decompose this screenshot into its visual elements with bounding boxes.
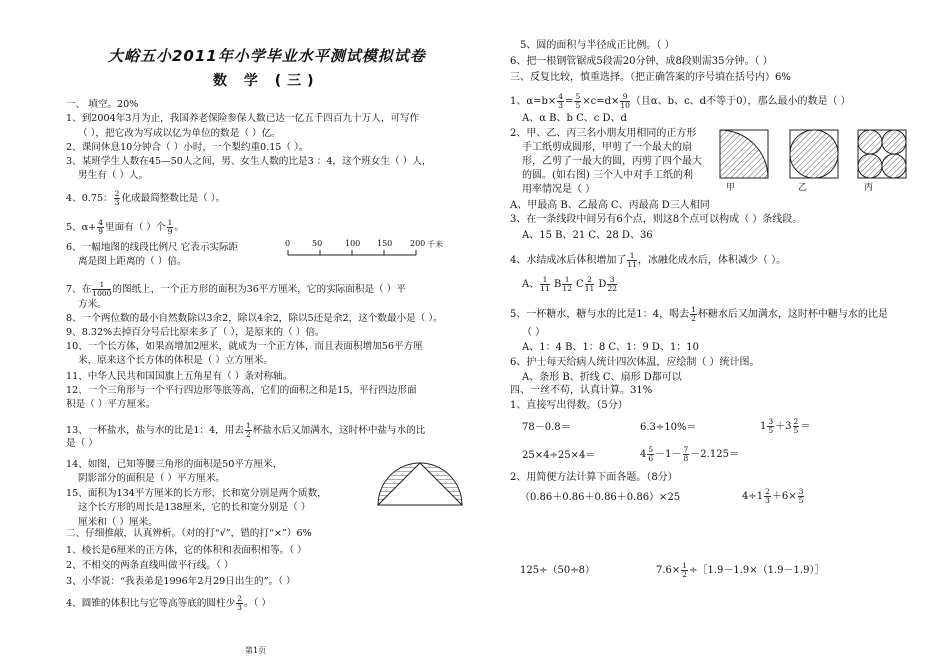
exam-title: 大峪五小2011年小学毕业水平测试模拟试卷 [108, 47, 426, 65]
fraction: $\frac{4}{3}$ [558, 92, 564, 110]
right-line: A、1：4 B、1：8 C、1：9 D、1：10 [522, 342, 700, 353]
semicircle-triangle-figure [374, 455, 466, 511]
left-line: 4、圆锥的体积比与它等高等底的圆柱少 $\frac{2}{3}$ 。（ ） [66, 594, 272, 612]
scale-tick-label: 100 [345, 239, 361, 248]
page-footer: 第1页 [245, 646, 267, 655]
scale-bar [284, 240, 454, 262]
left-line: 1、棱长是6厘米的正方体，它的体积和表面积相等。（ ） [66, 545, 307, 556]
right-line: A、α B、b C、c D、d [522, 113, 627, 124]
left-line: 二、仔细推敲，认真辨析。（对的打“√”，错的打“×”）6% [66, 528, 312, 539]
left-line: 积是（ ）平方厘米。 [66, 399, 156, 410]
fraction: $\frac{1}{2}$ [682, 561, 688, 579]
fraction: $\frac{3}{5}$ [798, 487, 804, 505]
fraction: $\frac{2}{5}$ [793, 417, 799, 435]
fraction: $\frac{1}{11}$ [627, 251, 637, 269]
left-line: 3、小华说：“我表弟是1996年2月29日出生的”。（ ） [66, 576, 296, 587]
left-line: 13、一杯盐水，盐与水的比是1：4，用去 $\frac{1}{2}$ 杯盐水后又加满水，这时杯中盐与水的比 [66, 421, 426, 439]
fraction: $\frac{7}{8}$ [683, 445, 689, 463]
left-line: 厘米和（ ）厘米。 [78, 517, 158, 528]
right-line: 7.6× $\frac{1}{2}$ ÷［1.9－1.9×（1.9－1.9）］ [656, 561, 825, 579]
left-line: （ ），把它改为写成以亿为单位的数是（ ）亿。 [78, 128, 281, 139]
fraction: $\frac{1}{1000}$ [92, 280, 112, 298]
right-line: 形，乙剪了一最大的圆，丙剪了四个最大 [522, 156, 702, 167]
right-line: 125÷（50÷8） [520, 565, 595, 576]
left-line: 一、 填空。20% [66, 99, 139, 110]
right-line: 6、护士每天给病人统计四次体温，应绘制（ ）统计图。 [510, 357, 760, 368]
scale-tick-label: 200 [410, 239, 426, 248]
left-line: 9、8.32%去掉百分号后比原来多了（ ），是原来的（ ）倍。 [66, 327, 325, 338]
left-line: 2、课间休息10分钟合（ ）小时，一个梨约重0.15（ ）。 [66, 142, 309, 153]
right-line: 四、一丝不苟，认真计算。31% [510, 385, 653, 396]
left-line: 米，原来这个长方体的体积是（ ）立方厘米。 [78, 355, 273, 366]
figure-label-yi: 乙 [798, 183, 808, 193]
fraction: $\frac{1}{9}$ [167, 218, 173, 236]
fraction: $\frac{3}{5}$ [768, 417, 774, 435]
fraction: $\frac{1}{12}$ [562, 275, 572, 293]
left-line: 6、一幅地图的线段比例尺 它表示实际距 [66, 242, 239, 253]
fraction: $\frac{9}{10}$ [620, 92, 630, 110]
right-line: A、甲最高 B、乙最高 C、丙最高 D三人相同 [510, 200, 710, 211]
right-line: A、15 B、21 C、28 D、36 [522, 230, 653, 241]
three-squares-figure [718, 128, 908, 198]
exam-subtitle: 数 学 (三) [213, 73, 320, 89]
left-line: 10、一个长方体，如果高增加2厘米，就成为一个正方体，而且表面积增加56平方厘 [66, 341, 423, 352]
left-line: 14、如图，已知等腰三角形的面积是50平方厘米， [66, 459, 283, 470]
right-line: 4÷1 $\frac{2}{3}$ ＋6× $\frac{3}{5}$ [742, 487, 804, 505]
right-line: 1、α=b× $\frac{4}{3}$ = $\frac{5}{5}$ ×c=d× $\frac{9}{10}$ （且α、b、c、d不等于0），那么最小的数是（ ） [510, 92, 851, 110]
left-line: 3、某班学生人数在45—50人之间，男、女生人数的比是3 ：4，这个班女生（ ）人， [66, 156, 432, 167]
left-line: 5、α+ $\frac{4}{9}$ 里面有（ ）个 $\frac{1}{9}$ 。 [66, 218, 184, 236]
figure-label-bing: 丙 [864, 183, 874, 193]
left-line: 15、面积为134平方厘米的长方形，长和宽分别是两个质数， [66, 488, 327, 499]
right-line: 2、甲、乙、丙三名小朋友用相同的正方形 [510, 128, 697, 139]
fraction: $\frac{1}{2}$ [691, 305, 696, 323]
fraction: $\frac{2}{3}$ [114, 189, 120, 207]
left-line: 4、0.75： $\frac{2}{3}$ 化成最简整数比是（ ）。 [66, 189, 226, 207]
left-line: 离是图上距离的（ ）倍。 [78, 256, 187, 267]
fraction: $\frac{5}{5}$ [575, 92, 581, 110]
left-line: 11、中华人民共和国国旗上五角星有（ ）条对称轴。 [66, 371, 293, 382]
right-line: 手工纸剪成圆形，甲剪了一个最大的扇 [522, 142, 692, 153]
scale-tick-label: 0 [285, 239, 291, 248]
right-line: A、 $\frac{1}{11}$ B $\frac{1}{12}$ C $\frac{2}{11}$ D $\frac{3}{22}$ [522, 275, 617, 293]
right-line: 三、反复比较，慎重选择。（把正确答案的序号填在括号内）6% [510, 72, 791, 83]
right-line: （ ） [522, 327, 546, 338]
right-line: 3、在一条线段中间另有6个点，则这8个点可以构成（ ）条线段。 [510, 214, 803, 225]
left-line: 方米。 [78, 299, 107, 310]
fraction: $\frac{4}{9}$ [98, 218, 103, 236]
left-line: 2、不相交的两条直线叫做平行线。（ ） [66, 560, 234, 571]
figure-label-jia: 甲 [726, 183, 736, 193]
right-line: 5、圆的面积与半径成正比例。（ ） [520, 40, 675, 51]
right-line: 6.3÷10%＝ [640, 422, 697, 433]
right-line: 78－0.8＝ [522, 422, 571, 433]
fraction: $\frac{3}{22}$ [607, 275, 617, 293]
right-line: 2、用简便方法计算下面各题。（8分） [510, 472, 678, 483]
left-line: 7、在 $\frac{1}{1000}$ 的图纸上，一个正方形的面积为36平方厘米，它的实际面积是（ ）平 [66, 280, 406, 298]
left-line: 8、一个两位数的最小自然数除以3余2，除以4余2，除以5还是余2，这个数最小是（ ）。 [66, 313, 443, 324]
right-line: 的圆。(如右图) 三个人中对手工纸的利 [522, 170, 693, 181]
left-line: 这个长方形的周长是138厘米，它的长和宽分别是（ ） [78, 502, 311, 513]
fraction: $\frac{2}{3}$ [237, 594, 242, 612]
left-line: 12、一个三角形与一个平行四边形等底等高，它们的面积之和是15，平行四边形面 [66, 385, 417, 396]
right-line: 1、直接写出得数。（5分） [510, 400, 628, 411]
fraction: $\frac{1}{2}$ [245, 421, 251, 439]
right-line: 4、水结成冰后体积增加了 $\frac{1}{11}$ ，冰融化成水后，体积减少（ ）。 [510, 251, 787, 269]
right-line: 25×4÷25×4＝ [522, 450, 596, 461]
right-line: 用率情况是（ ） [522, 184, 596, 195]
left-line: 是（ ） [66, 438, 98, 449]
right-line: 6、把一根钢管锯成5段需20分钟，成8段则需35分钟。（ ） [510, 56, 773, 67]
right-line: 5、一杯糖水，糖与水的比是1：4，喝去 $\frac{1}{2}$ 杯糖水后又加满水，这时杯中糖与水的比是 [510, 305, 888, 323]
scale-unit: 千米 [427, 240, 443, 249]
left-line: 男生有（ ）人。 [78, 170, 149, 181]
left-line: 阴影部分的面积是（ ）平方厘米。 [78, 473, 225, 484]
right-line: 4 $\frac{5}{6}$ －1－ $\frac{7}{8}$ －2.125＝ [640, 445, 739, 463]
fraction: $\frac{5}{6}$ [648, 445, 654, 463]
scale-tick-label: 150 [377, 239, 393, 248]
fraction: $\frac{1}{11}$ [540, 275, 550, 293]
fraction: $\frac{2}{11}$ [584, 275, 595, 293]
right-line: （0.86＋0.86＋0.86＋0.86）×25 [520, 492, 681, 503]
right-line: A、条形 B、折线 C、扇形 D都可以 [522, 372, 682, 383]
left-line: 1、到2004年3月为止，我国养老保险参保人数已达一亿五千四百九十万人，可写作 [66, 113, 420, 124]
scale-tick-label: 50 [312, 239, 323, 248]
fraction: $\frac{2}{3}$ [765, 487, 770, 505]
right-line: 1 $\frac{3}{5}$ ＋3 $\frac{2}{5}$ ＝ [760, 417, 811, 435]
